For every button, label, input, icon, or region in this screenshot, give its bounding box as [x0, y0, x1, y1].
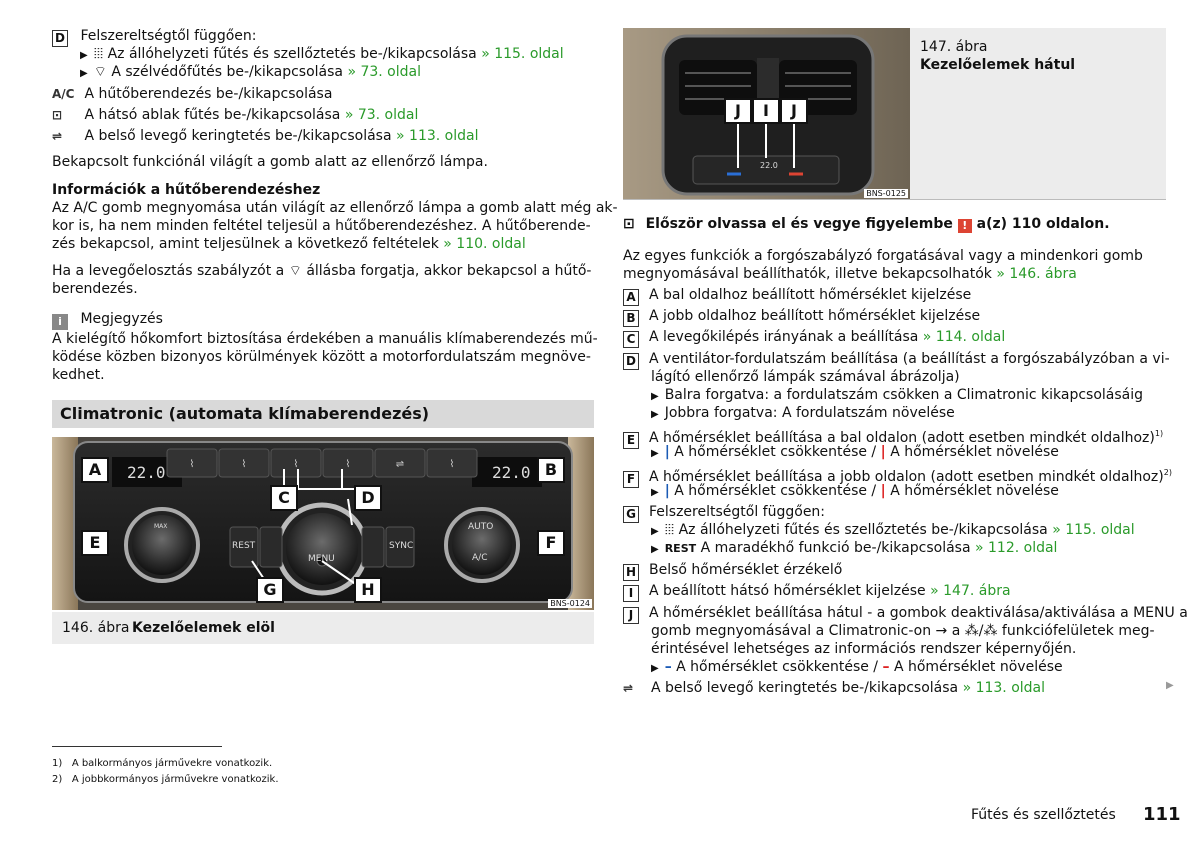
info-line: Az A/C gomb megnyomása után világít az ellenőrző lámpa a gomb alatt még ak-	[52, 200, 618, 216]
list-item: ⊡ A hátsó ablak fűtés be-/kikapcsolása » 73. oldal	[52, 107, 419, 123]
list-subitem: ▶ REST A maradékhő funkció be-/kikapcsolása » 112. oldal	[651, 540, 1058, 556]
recirculation-icon: ⇌	[52, 129, 63, 143]
svg-text:⌇: ⌇	[241, 459, 247, 470]
menu-button: MENU	[308, 554, 335, 564]
seat-heat-icon: ⦙⦙⦙	[664, 522, 675, 538]
next-page-arrow[interactable]: ▶	[1166, 680, 1174, 691]
figure-147	[623, 28, 910, 200]
svg-text:⌇: ⌇	[345, 459, 351, 470]
info-heading: Információk a hűtőberendezéshez	[52, 182, 321, 198]
image-code: BNS-0124	[550, 599, 590, 608]
page-number: 111	[1143, 804, 1181, 825]
callout-h: H	[354, 577, 382, 603]
right-temp-display: 22.0	[492, 463, 531, 482]
page-link[interactable]: » 115. oldal	[1052, 522, 1135, 538]
divider	[623, 199, 1166, 200]
info-line: zés bekapcsol, amint teljesülnek a következő feltételek » 110. oldal	[52, 236, 526, 252]
info-icon: i	[52, 314, 68, 330]
list-item: I A beállított hátsó hőmérséklet kijelzése » 147. ábra	[623, 582, 1011, 602]
distrib-line: Ha a levegőelosztás szabályzót a ⌔ állásba forgatja, akkor bekapcsol a hűtő-	[52, 263, 592, 279]
list-item-cont: gomb megnyomásával a Climatronic-on → a ⁂/⁂ funkciófelületek meg-	[651, 623, 1155, 639]
list-subitem: ▶ Jobbra forgatva: A fordulatszám növelése	[651, 405, 955, 421]
figure-link[interactable]: » 146. ábra	[996, 266, 1077, 282]
svg-text:⌇: ⌇	[189, 459, 195, 470]
max-label: MAX	[154, 523, 168, 530]
read-first: ⊡ Először olvassa el és vegye figyelembe ! a(z) 110 oldalon.	[623, 216, 1110, 232]
note-heading: i Megjegyzés	[52, 310, 163, 330]
page-link[interactable]: » 113. oldal	[396, 128, 479, 144]
callout-j-left: J	[724, 98, 752, 124]
list-subitem: ▶ Balra forgatva: a fordulatszám csökken a Climatronic kikapcsolásáig	[651, 387, 1144, 403]
left-temp-display: 22.0	[127, 463, 166, 482]
list-item: D A ventilátor-fordulatszám beállítása (a beállítást a forgószabályzóban a vi-	[623, 350, 1170, 370]
list-item-cont: lágító ellenőrző lámpák számával ábrázolja)	[651, 369, 960, 385]
callout-b: B	[537, 457, 565, 483]
page-link[interactable]: » 115. oldal	[481, 46, 564, 62]
svg-text:⇌: ⇌	[395, 459, 405, 470]
footnote-divider	[52, 746, 222, 747]
list-item: J A hőmérséklet beállítása hátul - a gombok deaktiválása/aktiválása a MENU a	[623, 604, 1188, 624]
intro-line: megnyomásával beállíthatók, illetve bekapcsolhatók » 146. ábra	[623, 266, 1077, 282]
list-item: A A bal oldalhoz beállított hőmérséklet kijelzése	[623, 286, 971, 306]
intro-line: Az egyes funkciók a forgószabályzó forgatásával vagy a mindenkori gomb	[623, 248, 1143, 264]
list-item: ⇌ A belső levegő keringtetés be-/kikapcsolása » 113. oldal	[623, 680, 1046, 696]
callout-i: I	[752, 98, 780, 124]
note-line: A kielégítő hőkomfort biztosítása érdekében a manuális klímaberendezés mű-	[52, 331, 598, 347]
callout-a: A	[81, 457, 109, 483]
rear-window-heat-icon: ⊡	[52, 108, 63, 122]
section-title: Climatronic (automata klímaberendezés)	[52, 400, 594, 428]
callout-j-right: J	[780, 98, 808, 124]
figure-146	[52, 437, 594, 610]
chapter-title: Fűtés és szellőztetés	[971, 807, 1116, 823]
image-code: BNS-0125	[866, 189, 906, 198]
page-link[interactable]: » 73. oldal	[347, 64, 421, 80]
svg-text:⌇: ⌇	[293, 459, 299, 470]
list-item: D Felszereltségtől függően:	[52, 27, 256, 47]
note-line: ködése közben bizonyos körülmények között a motorfordulatszám megnöve-	[52, 349, 591, 365]
lamp-text: Bekapcsolt funkciónál világít a gomb alatt az ellenőrző lámpa.	[52, 154, 488, 170]
page-link[interactable]: » 73. oldal	[344, 107, 419, 123]
recirculation-icon: ⇌	[623, 681, 634, 695]
page-link[interactable]: » 114. oldal	[922, 329, 1006, 345]
footnote: 2) A jobbkormányos járművekre vonatkozik.	[52, 774, 279, 785]
svg-text:⌇: ⌇	[449, 459, 455, 470]
list-item: A/C A hűtőberendezés be-/kikapcsolása	[52, 86, 333, 102]
rest-icon: REST	[664, 542, 697, 555]
ac-icon: A/C	[52, 87, 75, 101]
footnote: 1) A balkormányos járművekre vonatkozik.	[52, 758, 273, 769]
list-item: G Felszereltségtől függően:	[623, 503, 825, 523]
list-item: ▶ ⌔ A szélvédőfűtés be-/kikapcsolása » 73. oldal	[80, 64, 421, 80]
page-link[interactable]: » 110. oldal	[443, 236, 526, 252]
list-item: C A levegőkilépés irányának a beállítása » 114. oldal	[623, 328, 1005, 348]
list-item: ⇌ A belső levegő keringtetés be-/kikapcsolása » 113. oldal	[52, 128, 479, 144]
info-line: kor is, ha nem minden feltétel teljesül a hűtőberendezéshez. A hűtőberende-	[52, 218, 591, 234]
auto-label: AUTO	[468, 522, 494, 532]
callout-e: E	[81, 530, 109, 556]
callout-f: F	[537, 530, 565, 556]
sync-button: SYNC	[389, 541, 414, 551]
list-item-cont: érintésével lehetséges az információs rendszer képernyőjén.	[651, 641, 1077, 657]
rest-button: REST	[232, 541, 256, 551]
rear-temp-display: 22.0	[760, 161, 778, 170]
ac-label: A/C	[472, 553, 488, 563]
list-subitem: ▶ | A hőmérséklet csökkentése / | A hőmérséklet növelése	[651, 444, 1059, 460]
figure-link[interactable]: » 147. ábra	[930, 583, 1011, 599]
list-item: H Belső hőmérséklet érzékelő	[623, 561, 842, 581]
list-item: F A hőmérséklet beállítása a jobb oldalon (adott esetben mindkét oldalhoz)$^{2)}$	[623, 464, 1172, 488]
callout-d: D	[354, 485, 382, 511]
page-link[interactable]: » 112. oldal	[974, 540, 1058, 556]
list-subitem: ▶ | A hőmérséklet csökkentése / | A hőmérséklet növelése	[651, 483, 1059, 499]
list-item: E A hőmérséklet beállítása a bal oldalon (adott esetben mindkét oldalhoz)$^{1)}$	[623, 425, 1163, 449]
distrib-line: berendezés.	[52, 281, 138, 297]
book-icon: ⊡	[623, 216, 635, 232]
list-item: ▶ ⦙⦙⦙ Az állóhelyzeti fűtés és szellőztetés be-/kikapcsolása » 115. oldal	[80, 46, 564, 62]
list-subitem: ▶ – A hőmérséklet csökkentése / – A hőmérséklet növelése	[651, 659, 1063, 675]
figure-147-caption: 147. ábra Kezelőelemek hátul	[910, 28, 1166, 200]
list-item: B A jobb oldalhoz beállított hőmérséklet kijelzése	[623, 307, 980, 327]
windshield-heat-icon: ⌔	[93, 64, 107, 80]
list-subitem: ▶ ⦙⦙⦙ Az állóhelyzeti fűtés és szellőztetés be-/kikapcsolása » 115. oldal	[651, 522, 1135, 538]
figure-146-caption: 146. ábra Kezelőelemek elöl	[52, 612, 594, 644]
callout-g: G	[256, 577, 284, 603]
seat-heat-icon: ⦙⦙⦙	[93, 46, 104, 62]
marker-d: D	[52, 30, 68, 47]
page-link[interactable]: » 113. oldal	[962, 680, 1046, 696]
warning-icon: !	[958, 219, 972, 233]
callout-c: C	[270, 485, 298, 511]
note-line: kedhet.	[52, 367, 105, 383]
